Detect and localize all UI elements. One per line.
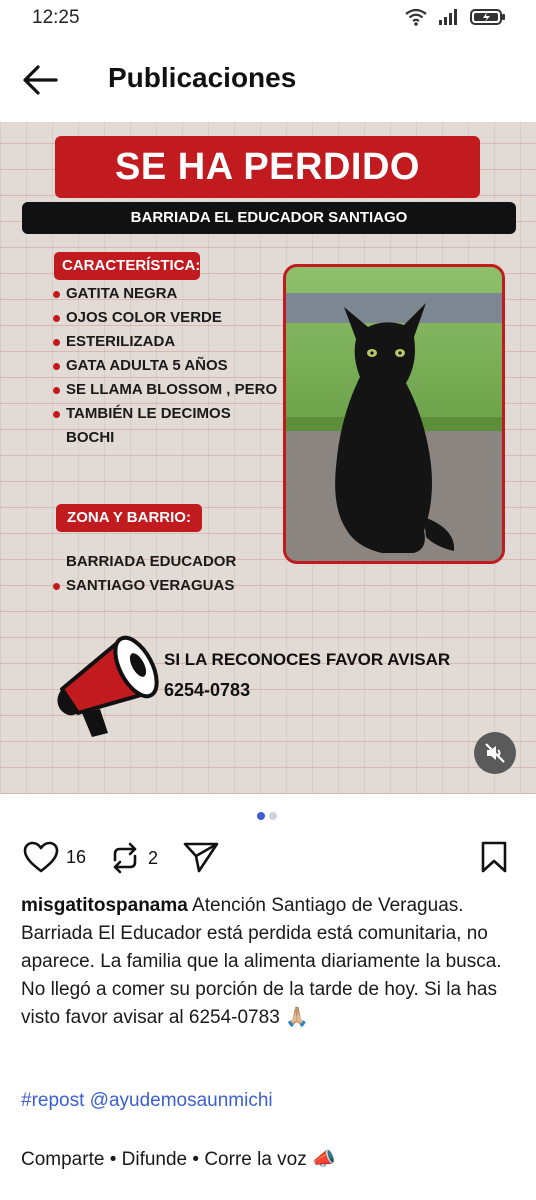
carousel-dot bbox=[269, 812, 277, 820]
feature-item: GATA ADULTA 5 AÑOS bbox=[52, 354, 282, 378]
app-header bbox=[0, 40, 536, 120]
caption-username[interactable]: misgatitospanama bbox=[21, 895, 188, 916]
speaker-muted-icon bbox=[484, 742, 506, 764]
poster-headline: SE HA PERDIDO bbox=[55, 136, 480, 198]
carousel-dot-active bbox=[257, 812, 265, 820]
mute-button[interactable] bbox=[474, 732, 516, 774]
page-title: Publicaciones bbox=[108, 62, 297, 93]
carousel-indicator bbox=[257, 812, 277, 820]
megaphone-icon bbox=[52, 627, 162, 745]
repost-icon bbox=[108, 840, 142, 876]
signal-icon bbox=[438, 8, 460, 26]
save-button[interactable] bbox=[478, 840, 510, 874]
wifi-icon bbox=[404, 7, 428, 27]
repost-button[interactable] bbox=[108, 840, 158, 876]
battery-icon bbox=[470, 8, 506, 26]
post-caption bbox=[21, 892, 521, 1032]
heart-icon bbox=[22, 840, 60, 874]
arrow-left-icon bbox=[20, 62, 60, 98]
caption-text: Atención Santiago de Veraguas. Barriada El Educador está perdida está comunitaria, no aparece. La familia que la alimenta diariamente la busca. No llegó a comer su porción de la tarde de hoy. Si la has visto favor avisar al 6254-0783 🙏🏼 bbox=[21, 895, 502, 1028]
features-list bbox=[52, 282, 282, 450]
post-image[interactable] bbox=[0, 122, 536, 794]
share-button[interactable] bbox=[182, 840, 220, 874]
feature-item: BOCHI bbox=[66, 429, 115, 446]
cat-photo bbox=[283, 264, 505, 564]
zone-item: SANTIAGO VERAGUAS bbox=[52, 574, 282, 598]
zone-list bbox=[52, 550, 282, 598]
post-actions bbox=[0, 838, 536, 882]
feature-item: SE LLAMA BLOSSOM , PERO bbox=[52, 378, 282, 402]
status-time: 12:25 bbox=[32, 7, 80, 28]
hashtag-link[interactable]: #repost bbox=[21, 1090, 85, 1111]
zone-item: BARRIADA EDUCADOR bbox=[66, 553, 237, 570]
feature-item: OJOS COLOR VERDE bbox=[52, 306, 282, 330]
like-button[interactable] bbox=[22, 840, 86, 874]
status-bar bbox=[0, 0, 536, 36]
mention-link[interactable]: @ayudemosaunmichi bbox=[89, 1090, 273, 1111]
poster-place: BARRIADA EL EDUCADOR SANTIAGO bbox=[22, 202, 516, 234]
repost-count: 2 bbox=[148, 847, 159, 868]
feature-item: ESTERILIZADA bbox=[52, 330, 282, 354]
feature-item: TAMBIÉN LE DECIMOS bbox=[52, 402, 282, 426]
bookmark-icon bbox=[478, 840, 510, 874]
features-label: CARACTERÍSTICA: bbox=[54, 252, 200, 280]
feature-item: GATITA NEGRA bbox=[52, 282, 282, 306]
send-icon bbox=[182, 840, 220, 874]
zone-label: ZONA Y BARRIO: bbox=[56, 504, 202, 532]
status-icons bbox=[404, 7, 506, 27]
like-count: 16 bbox=[66, 846, 87, 867]
poster-phone: 6254-0783 bbox=[164, 680, 251, 700]
caption-tags bbox=[21, 1090, 273, 1112]
back-button[interactable] bbox=[20, 62, 64, 98]
poster-call-to-action: SI LA RECONOCES FAVOR AVISAR bbox=[164, 650, 451, 669]
caption-share-line: Comparte • Difunde • Corre la voz 📣 bbox=[21, 1149, 336, 1170]
